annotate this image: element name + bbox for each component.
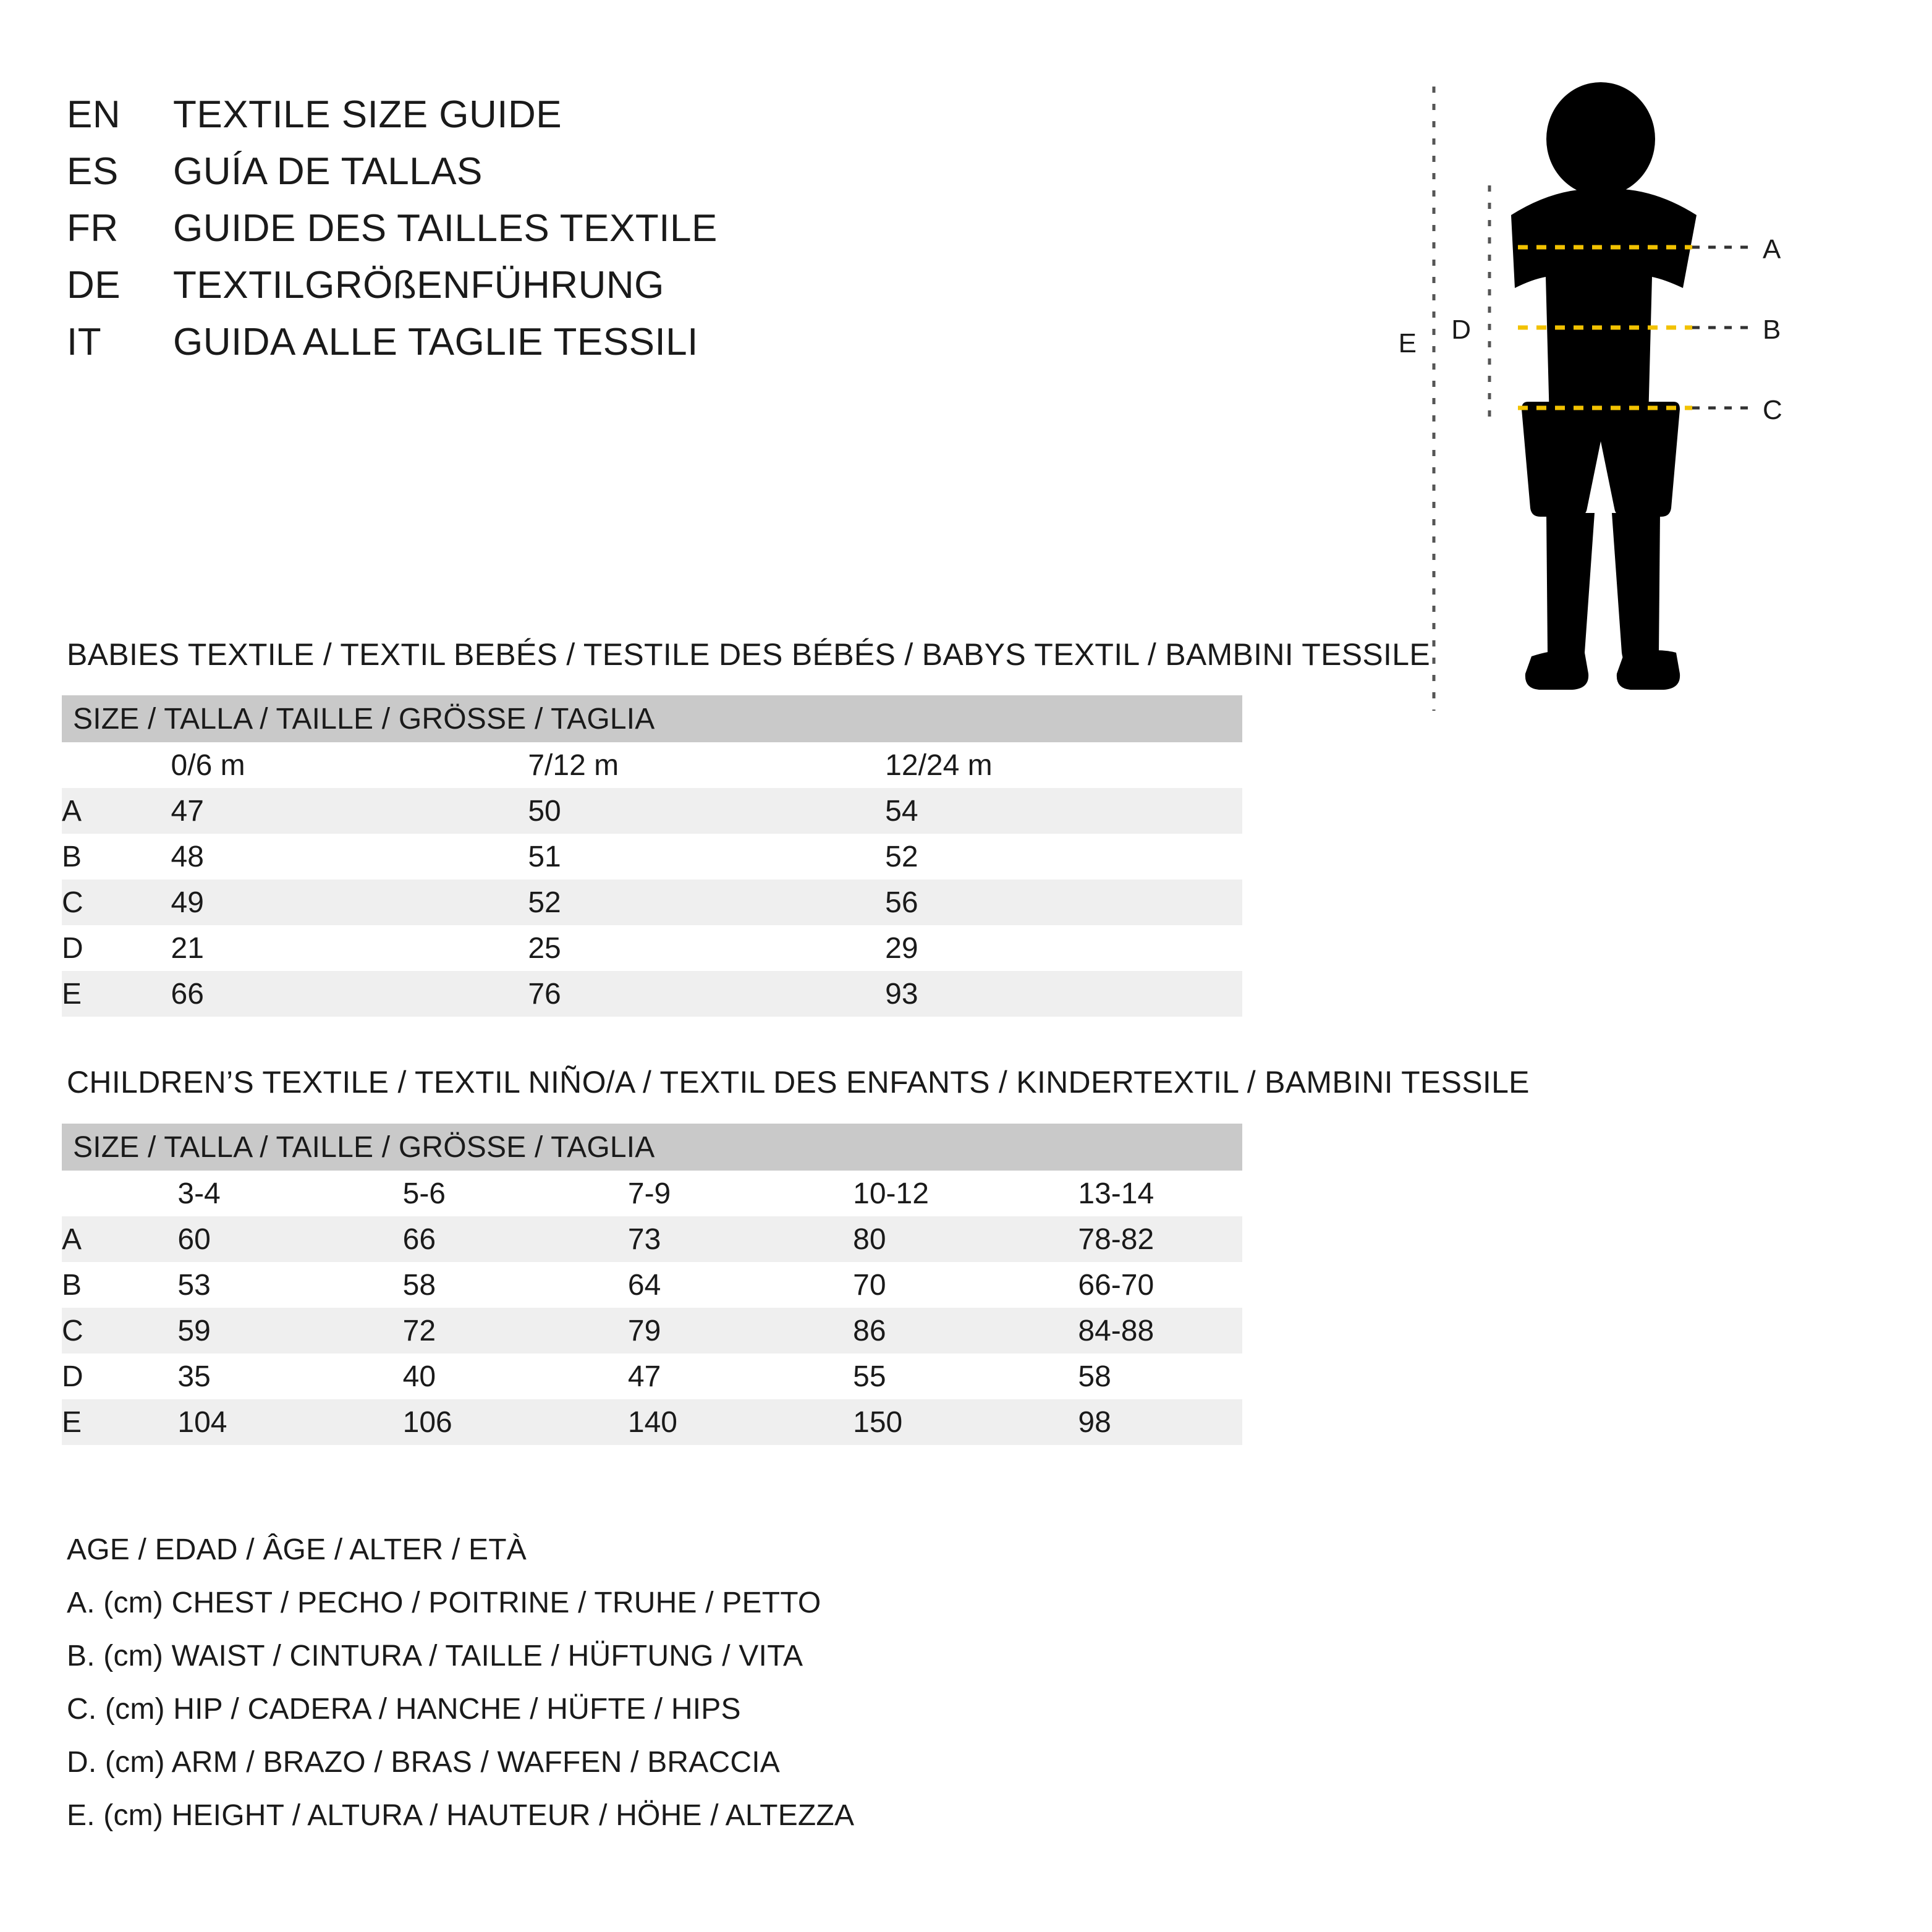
cell-value: 52 bbox=[528, 879, 885, 925]
language-title: GUIDE DES TAILLES TEXTILE bbox=[173, 207, 718, 250]
cell-value: 66-70 bbox=[1019, 1262, 1242, 1308]
babies-band-label: SIZE / TALLA / TAILLE / GRÖSSE / TAGLIA bbox=[62, 695, 1242, 742]
row-label: E bbox=[62, 1399, 118, 1445]
measurement-legend bbox=[67, 1533, 1303, 1852]
table-row bbox=[62, 1399, 1242, 1445]
row-label: A bbox=[62, 1216, 118, 1262]
language-code: ES bbox=[67, 150, 119, 193]
table-row bbox=[62, 971, 1242, 1017]
cell-value: 47 bbox=[569, 1354, 794, 1399]
column-header: 0/6 m bbox=[171, 742, 528, 788]
cell-value: 53 bbox=[118, 1262, 343, 1308]
language-row bbox=[67, 206, 1241, 263]
legend-item-b: B. (cm) WAIST / CINTURA / TAILLE / HÜFTUNG / VITA bbox=[67, 1640, 803, 1672]
cell-value: 25 bbox=[528, 925, 885, 971]
cell-value: 140 bbox=[569, 1399, 794, 1445]
language-title: GUIDA ALLE TAGLIE TESSILI bbox=[173, 321, 698, 363]
cell-value: 29 bbox=[885, 925, 1242, 971]
cell-value: 49 bbox=[171, 879, 528, 925]
cell-value: 104 bbox=[118, 1399, 343, 1445]
cell-value: 21 bbox=[171, 925, 528, 971]
cell-value: 52 bbox=[885, 834, 1242, 879]
language-row bbox=[67, 93, 1241, 150]
cell-value: 56 bbox=[885, 879, 1242, 925]
row-label: E bbox=[62, 971, 171, 1017]
cell-value: 47 bbox=[171, 788, 528, 834]
cell-value: 73 bbox=[569, 1216, 794, 1262]
corner-cell bbox=[62, 742, 171, 788]
cell-value: 66 bbox=[344, 1216, 569, 1262]
babies-section-title: BABIES TEXTILE / TEXTIL BEBÉS / TESTILE DES BÉBÉS / BABYS TEXTIL / BAMBINI TESSILE bbox=[67, 637, 1430, 672]
table-row bbox=[62, 1262, 1242, 1308]
cell-value: 150 bbox=[794, 1399, 1019, 1445]
column-header: 13-14 bbox=[1019, 1171, 1242, 1216]
language-row bbox=[67, 320, 1241, 377]
row-label: D bbox=[62, 1354, 118, 1399]
table-row bbox=[62, 788, 1242, 834]
legend-item-a: A. (cm) CHEST / PECHO / POITRINE / TRUHE / PETTO bbox=[67, 1587, 821, 1619]
body-measurement-figure bbox=[1384, 80, 1891, 760]
language-code: EN bbox=[67, 93, 121, 136]
table-row bbox=[62, 925, 1242, 971]
cell-value: 51 bbox=[528, 834, 885, 879]
language-code: FR bbox=[67, 207, 119, 250]
cell-value: 58 bbox=[1019, 1354, 1242, 1399]
babies-size-table bbox=[62, 695, 1242, 1017]
table-band-row bbox=[62, 695, 1242, 742]
table-header-row bbox=[62, 742, 1242, 788]
cell-value: 78-82 bbox=[1019, 1216, 1242, 1262]
column-header: 7-9 bbox=[569, 1171, 794, 1216]
language-title: TEXTILGRÖßENFÜHRUNG bbox=[173, 264, 664, 307]
cell-value: 86 bbox=[794, 1308, 1019, 1354]
cell-value: 72 bbox=[344, 1308, 569, 1354]
table-row bbox=[62, 1354, 1242, 1399]
cell-value: 106 bbox=[344, 1399, 569, 1445]
corner-cell bbox=[62, 1171, 118, 1216]
marker-e-label: E bbox=[1398, 328, 1417, 358]
cell-value: 84-88 bbox=[1019, 1308, 1242, 1354]
marker-d-label: D bbox=[1451, 315, 1471, 345]
cell-value: 55 bbox=[794, 1354, 1019, 1399]
children-size-table bbox=[62, 1124, 1242, 1445]
table-row bbox=[62, 1308, 1242, 1354]
column-header: 3-4 bbox=[118, 1171, 343, 1216]
cell-value: 79 bbox=[569, 1308, 794, 1354]
row-label: C bbox=[62, 1308, 118, 1354]
column-header: 10-12 bbox=[794, 1171, 1019, 1216]
legend-item-e: E. (cm) HEIGHT / ALTURA / HAUTEUR / HÖHE / ALTEZZA bbox=[67, 1799, 855, 1832]
marker-b-label: B bbox=[1763, 315, 1781, 345]
marker-c-label: C bbox=[1763, 395, 1782, 425]
row-label: B bbox=[62, 834, 171, 879]
cell-value: 98 bbox=[1019, 1399, 1242, 1445]
cell-value: 50 bbox=[528, 788, 885, 834]
row-label: B bbox=[62, 1262, 118, 1308]
table-band-row bbox=[62, 1124, 1242, 1171]
cell-value: 66 bbox=[171, 971, 528, 1017]
cell-value: 60 bbox=[118, 1216, 343, 1262]
language-title: GUÍA DE TALLAS bbox=[173, 150, 483, 193]
cell-value: 59 bbox=[118, 1308, 343, 1354]
table-row bbox=[62, 1216, 1242, 1262]
cell-value: 40 bbox=[344, 1354, 569, 1399]
legend-item-c: C. (cm) HIP / CADERA / HANCHE / HÜFTE / HIPS bbox=[67, 1693, 741, 1726]
cell-value: 58 bbox=[344, 1262, 569, 1308]
language-title: TEXTILE SIZE GUIDE bbox=[173, 93, 562, 136]
language-title-list bbox=[67, 93, 1241, 377]
cell-value: 48 bbox=[171, 834, 528, 879]
marker-a-label: A bbox=[1763, 234, 1781, 265]
children-band-label: SIZE / TALLA / TAILLE / GRÖSSE / TAGLIA bbox=[62, 1124, 1242, 1171]
cell-value: 80 bbox=[794, 1216, 1019, 1262]
legend-item-d: D. (cm) ARM / BRAZO / BRAS / WAFFEN / BRACCIA bbox=[67, 1746, 780, 1779]
row-label: C bbox=[62, 879, 171, 925]
table-row bbox=[62, 834, 1242, 879]
cell-value: 35 bbox=[118, 1354, 343, 1399]
row-label: A bbox=[62, 788, 171, 834]
legend-heading: AGE / EDAD / ÂGE / ALTER / ETÀ bbox=[67, 1533, 527, 1566]
language-code: IT bbox=[67, 321, 102, 363]
column-header: 5-6 bbox=[344, 1171, 569, 1216]
child-silhouette bbox=[1511, 82, 1697, 690]
cell-value: 54 bbox=[885, 788, 1242, 834]
cell-value: 76 bbox=[528, 971, 885, 1017]
column-header: 12/24 m bbox=[885, 742, 1242, 788]
language-row bbox=[67, 263, 1241, 320]
language-row bbox=[67, 150, 1241, 206]
children-section-title: CHILDREN’S TEXTILE / TEXTIL NIÑO/A / TEXTIL DES ENFANTS / KINDERTEXTIL / BAMBINI TESSILE bbox=[67, 1065, 1530, 1099]
table-row bbox=[62, 879, 1242, 925]
cell-value: 64 bbox=[569, 1262, 794, 1308]
cell-value: 70 bbox=[794, 1262, 1019, 1308]
table-header-row bbox=[62, 1171, 1242, 1216]
row-label: D bbox=[62, 925, 171, 971]
cell-value: 93 bbox=[885, 971, 1242, 1017]
column-header: 7/12 m bbox=[528, 742, 885, 788]
language-code: DE bbox=[67, 264, 121, 307]
